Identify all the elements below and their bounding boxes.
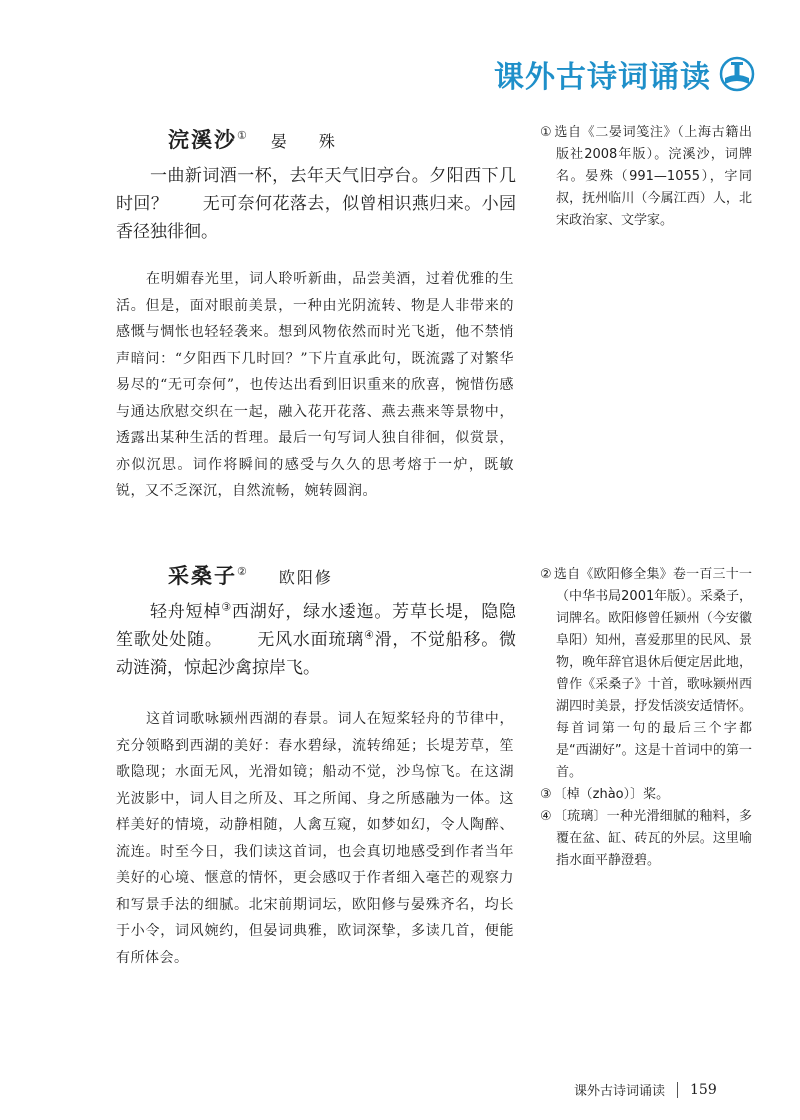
page-number: 159 xyxy=(690,1081,717,1098)
footnotes-2-4 xyxy=(540,564,752,872)
poem1-footnote-ref: ① xyxy=(237,129,249,142)
section-title xyxy=(494,52,755,96)
footnote-3: ③ 〔棹（zhào）〕桨。 xyxy=(540,787,670,802)
footnote-ref-3: ③ xyxy=(221,600,232,614)
section-title-text: 课外古诗词诵读 xyxy=(494,60,711,95)
poem2-lower-stanza: 无风水面琉璃④滑，不觉船移。微动涟漪，惊起沙禽掠岸飞。 xyxy=(116,628,516,678)
footnote-1: ① 选自《二晏词笺注》（上海古籍出版社2008年版）。浣溪沙，词牌名。晏殊（991—1055），字同叔，抚州临川（今属江西）人，北宋政治家、文学家。 xyxy=(540,125,752,228)
poem2-title: 采桑子② xyxy=(168,563,249,588)
poem2-text xyxy=(116,598,516,682)
footnote-2: ② 选自《欧阳修全集》卷一百三十一（中华书局2001年版）。采桑子，词牌名。欧阳修曾任颍州（今安徽阜阳）知州，喜爱那里的民风、景物，晚年辞官退休后便定居此地，曾作《采桑子》十首，歌咏颍州西湖四时美景，抒发恬淡安适情怀。每首词第一句的最后三个字都是“西湖好”。这是十首词中的第一首。 xyxy=(540,567,752,780)
poem2-heading xyxy=(168,560,333,590)
poem2-commentary: 这首词歌咏颍州西湖的春景。词人在短桨轻舟的节律中，充分领略到西湖的美好：春水碧绿，流转绵延；长堤芳草，笙歌隐现；水面无风，光滑如镜；船动不觉，沙鸟惊飞。在这湖光波影中，词人目之所及、耳之所闻、身之所感融为一体。这样美好的情境，动静相随，人禽互窥，如梦如幻，令人陶醉、流连。时至今日，我们读这首词，也会真切地感受到作者当年美好的心境、惬意的情怀，更会感叹于作者细入毫芒的观察力和写景手法的细腻。北宋前期词坛，欧阳修与晏殊齐名，均长于小令，词风婉约，但晏词典雅，欧词深挚，多读几首，便能有所体会。 xyxy=(116,711,514,966)
poem2-author: 欧阳修 xyxy=(278,568,333,587)
footer-section-label: 课外古诗词诵读 xyxy=(574,1084,666,1099)
poem1-upper-stanza: 一曲新词酒一杯，去年天气旧亭台。夕阳西下几时回？ xyxy=(116,166,516,214)
poem1-text xyxy=(116,162,516,246)
poem1-heading xyxy=(168,124,343,154)
book-badge-icon xyxy=(719,56,755,92)
page-footer xyxy=(574,1080,717,1099)
poem1-author: 晏 殊 xyxy=(270,132,343,151)
poem2-upper-stanza: 轻舟短棹③西湖好，绿水逶迤。芳草长堤，隐隐笙歌处处随。 xyxy=(116,600,516,650)
footer-divider xyxy=(677,1082,678,1098)
poem2-footnote-ref: ② xyxy=(237,565,249,578)
poem1-title: 浣溪沙① xyxy=(168,127,249,152)
footnote-ref-4: ④ xyxy=(363,628,375,642)
poem1-lower-stanza: 无可奈何花落去，似曾相识燕归来。小园香径独徘徊。 xyxy=(116,194,517,242)
poem1-commentary: 在明媚春光里，词人聆听新曲，品尝美酒，过着优雅的生活。但是，面对眼前美景，一种由光阴流转、物是人非带来的感慨与惆怅也轻轻袭来。想到风物依然而时光飞逝，他不禁悄声暗问：“夕阳西下几时回？”下片直承此句，既流露了对繁华易尽的“无可奈何”，也传达出看到旧识重来的欣喜，惋惜伤感与通达欣慰交织在一起，融入花开花落、燕去燕来等景物中，透露出某种生活的哲理。最后一句写词人独自徘徊，似赏景，亦似沉思。词作将瞬间的感受与久久的思考熔于一炉，既敏锐，又不乏深沉，自然流畅，婉转圆润。 xyxy=(116,271,514,499)
footnote-4: ④ 〔琉璃〕一种光滑细腻的釉料，多覆在盆、缸、砖瓦的外层。这里喻指水面平静澄碧。 xyxy=(540,809,752,868)
